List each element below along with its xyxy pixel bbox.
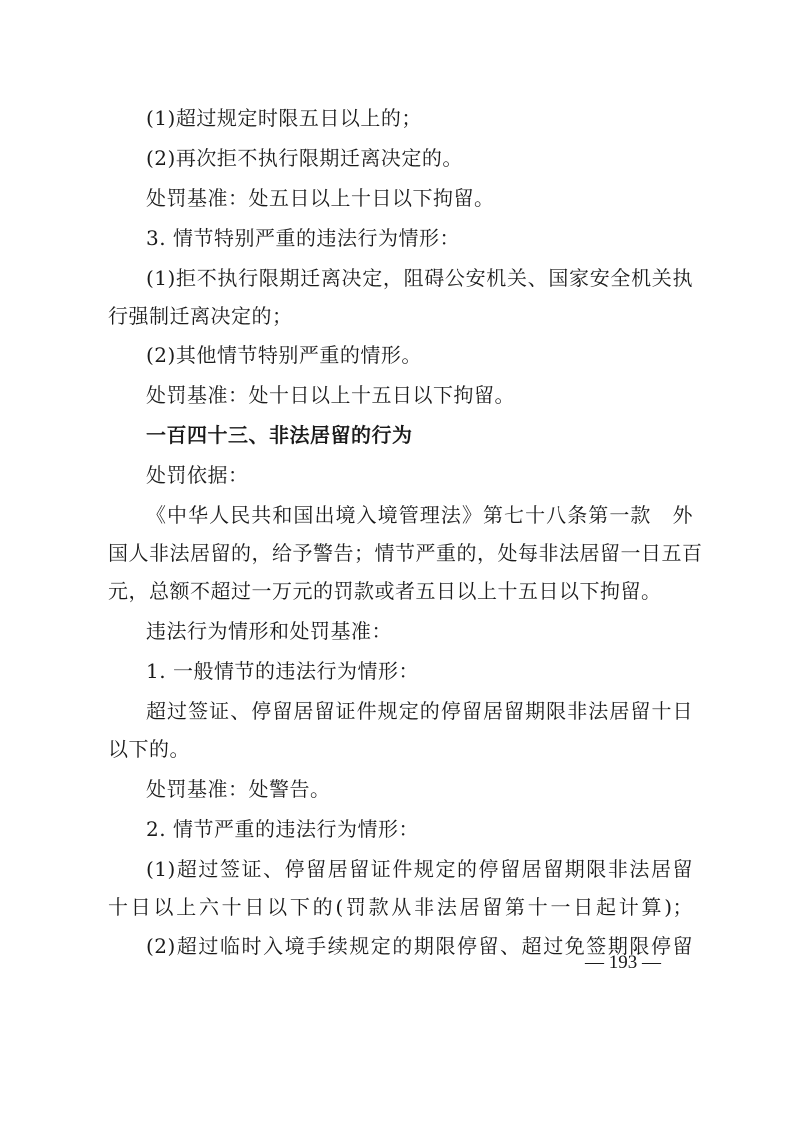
paragraph: 超过签证、停留居留证件规定的停留居留期限非法居留十日 bbox=[146, 699, 693, 723]
list-item-continuation: 十日以上六十日以下的(罚款从非法居留第十一日起计算)； bbox=[108, 895, 693, 919]
subsection-title: 1. 一般情节的违法行为情形： bbox=[146, 659, 419, 683]
list-item: (1)拒不执行限期迁离决定，阻碍公安机关、国家安全机关执 bbox=[146, 266, 693, 290]
list-item: (1)超过签证、停留居留证件规定的停留居留期限非法居留 bbox=[146, 857, 693, 881]
list-item: (2)再次拒不执行限期迁离决定的。 bbox=[146, 146, 463, 170]
page-number: — 193 — bbox=[585, 952, 661, 973]
subsection-title: 违法行为情形和处罚基准： bbox=[146, 619, 392, 643]
list-item: (2)其他情节特别严重的情形。 bbox=[146, 343, 422, 367]
penalty-standard: 处罚基准：处警告。 bbox=[146, 777, 331, 801]
paragraph-continuation: 以下的。 bbox=[108, 737, 190, 761]
legal-citation: 《中华人民共和国出境入境管理法》第七十八条第一款 外 bbox=[146, 503, 693, 527]
legal-citation-continuation: 国人非法居留的，给予警告；情节严重的，处每非法居留一日五百 bbox=[108, 541, 703, 565]
list-item-continuation: 行强制迁离决定的； bbox=[108, 304, 293, 328]
list-item: (1)超过规定时限五日以上的； bbox=[146, 106, 422, 130]
subsection-title: 3. 情节特别严重的违法行为情形： bbox=[146, 226, 460, 250]
legal-citation-continuation: 元，总额不超过一万元的罚款或者五日以上十五日以下拘留。 bbox=[108, 579, 662, 603]
penalty-basis-label: 处罚依据： bbox=[146, 463, 249, 487]
list-item: (2)超过临时入境手续规定的期限停留、超过免签期限停留 bbox=[146, 934, 693, 958]
subsection-title: 2. 情节严重的违法行为情形： bbox=[146, 817, 419, 841]
penalty-standard: 处罚基准：处十日以上十五日以下拘留。 bbox=[146, 383, 515, 407]
penalty-standard: 处罚基准：处五日以上十日以下拘留。 bbox=[146, 186, 495, 210]
section-heading: 一百四十三、非法居留的行为 bbox=[146, 423, 413, 447]
